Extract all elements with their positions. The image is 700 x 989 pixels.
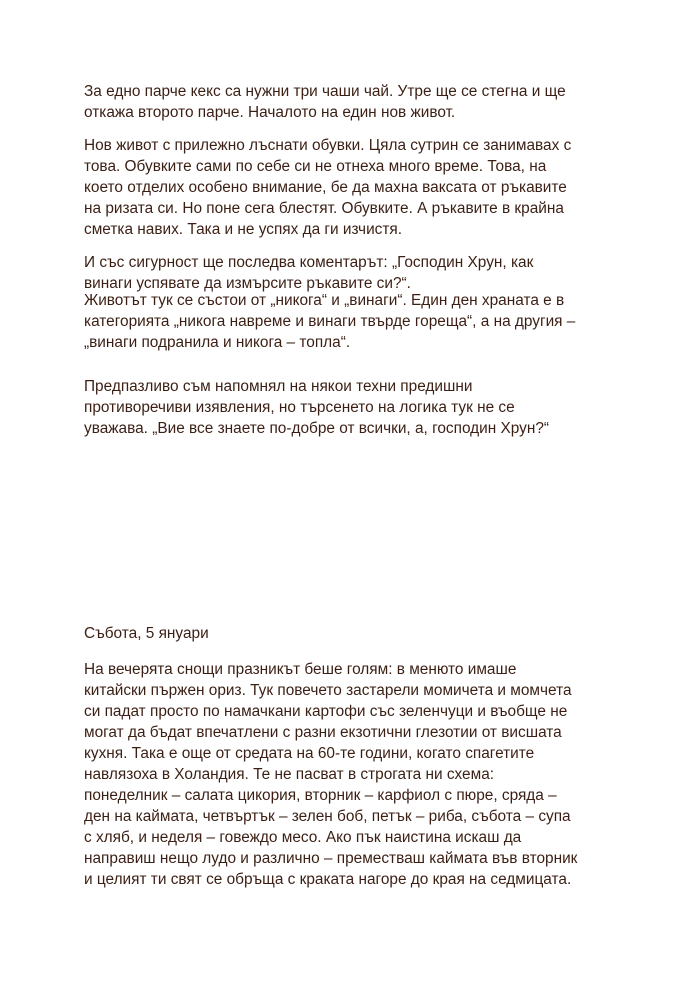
text-line: кухня. Така е още от средата на 60-те години, когато спагетите: [84, 745, 535, 762]
text-line: И със сигурност ще последва коментарът: „Господин Хрун, как: [84, 254, 534, 271]
paragraph-4: [84, 290, 624, 353]
text-line: китайски пържен ориз. Тук повечето застарели момичета и момчета: [84, 682, 572, 699]
text-line: сметка навих. Така и не успях да ги изчистя.: [84, 221, 403, 238]
text-line: което отделих особено внимание, бе да махна ваксата от ръкавите: [84, 179, 567, 196]
paragraph-5: [84, 376, 624, 439]
text-line: и целият ти свят се обръща с краката нагоре до края на седмицата.: [84, 871, 572, 888]
section-heading: [84, 623, 624, 644]
section-heading-text: Събота, 5 януари: [84, 625, 209, 642]
text-line: За едно парче кекс са нужни три чаши чай. Утре ще се стегна и ще: [84, 83, 566, 100]
text-line: ден на каймата, четвъртък – зелен боб, петък – риба, събота – супа: [84, 808, 571, 825]
text-line: Нов живот с прилежно лъснати обувки. Цяла сутрин се занимавах с: [84, 137, 572, 154]
text-line: понеделник – салата цикория, вторник – карфиол с пюре, сряда –: [84, 787, 557, 804]
text-line: категорията „никога навреме и винаги твърде гореща“, а на другия –: [84, 313, 576, 330]
text-line: На вечерята снощи празникът беше голям: в менюто имаше: [84, 661, 517, 678]
paragraph-6: [84, 659, 624, 890]
text-line: си падат просто по намачкани картофи със зеленчуци и въобще не: [84, 703, 568, 720]
text-line: уважава. „Вие все знаете по-добре от всички, а, господин Хрун?“: [84, 420, 550, 437]
text-line: Животът тук се състои от „никога“ и „винаги“. Един ден храната е в: [84, 292, 565, 309]
text-line: откажа второто парче. Началото на един нов живот.: [84, 104, 456, 121]
text-line: противоречиви изявления, но търсенето на логика тук не се: [84, 399, 515, 416]
paragraph-3: [84, 252, 624, 294]
paragraph-2: [84, 135, 624, 240]
text-line: навлязоха в Холандия. Те не пасват в строгата ни схема:: [84, 766, 495, 783]
text-line: Предпазливо съм напомнял на някои техни предишни: [84, 378, 473, 395]
text-line: могат да бъдат впечатлени с разни екзотични глезотии от висшата: [84, 724, 562, 741]
text-line: това. Обувките сами по себе си не отнеха много време. Това, на: [84, 158, 547, 175]
text-line: на ризата си. Но поне сега блестят. Обувките. А ръкавите в крайна: [84, 200, 564, 217]
text-line: направиш нещо лудо и различно – преместваш каймата във вторник: [84, 850, 578, 867]
text-line: винаги успявате да измърсите ръкавите си?“.: [84, 275, 411, 292]
text-line: с хляб, и неделя – говеждо месо. Ако пък наистина искаш да: [84, 829, 522, 846]
paragraph-1: [84, 81, 624, 123]
text-line: „винаги подранила и никога – топла“.: [84, 334, 351, 351]
